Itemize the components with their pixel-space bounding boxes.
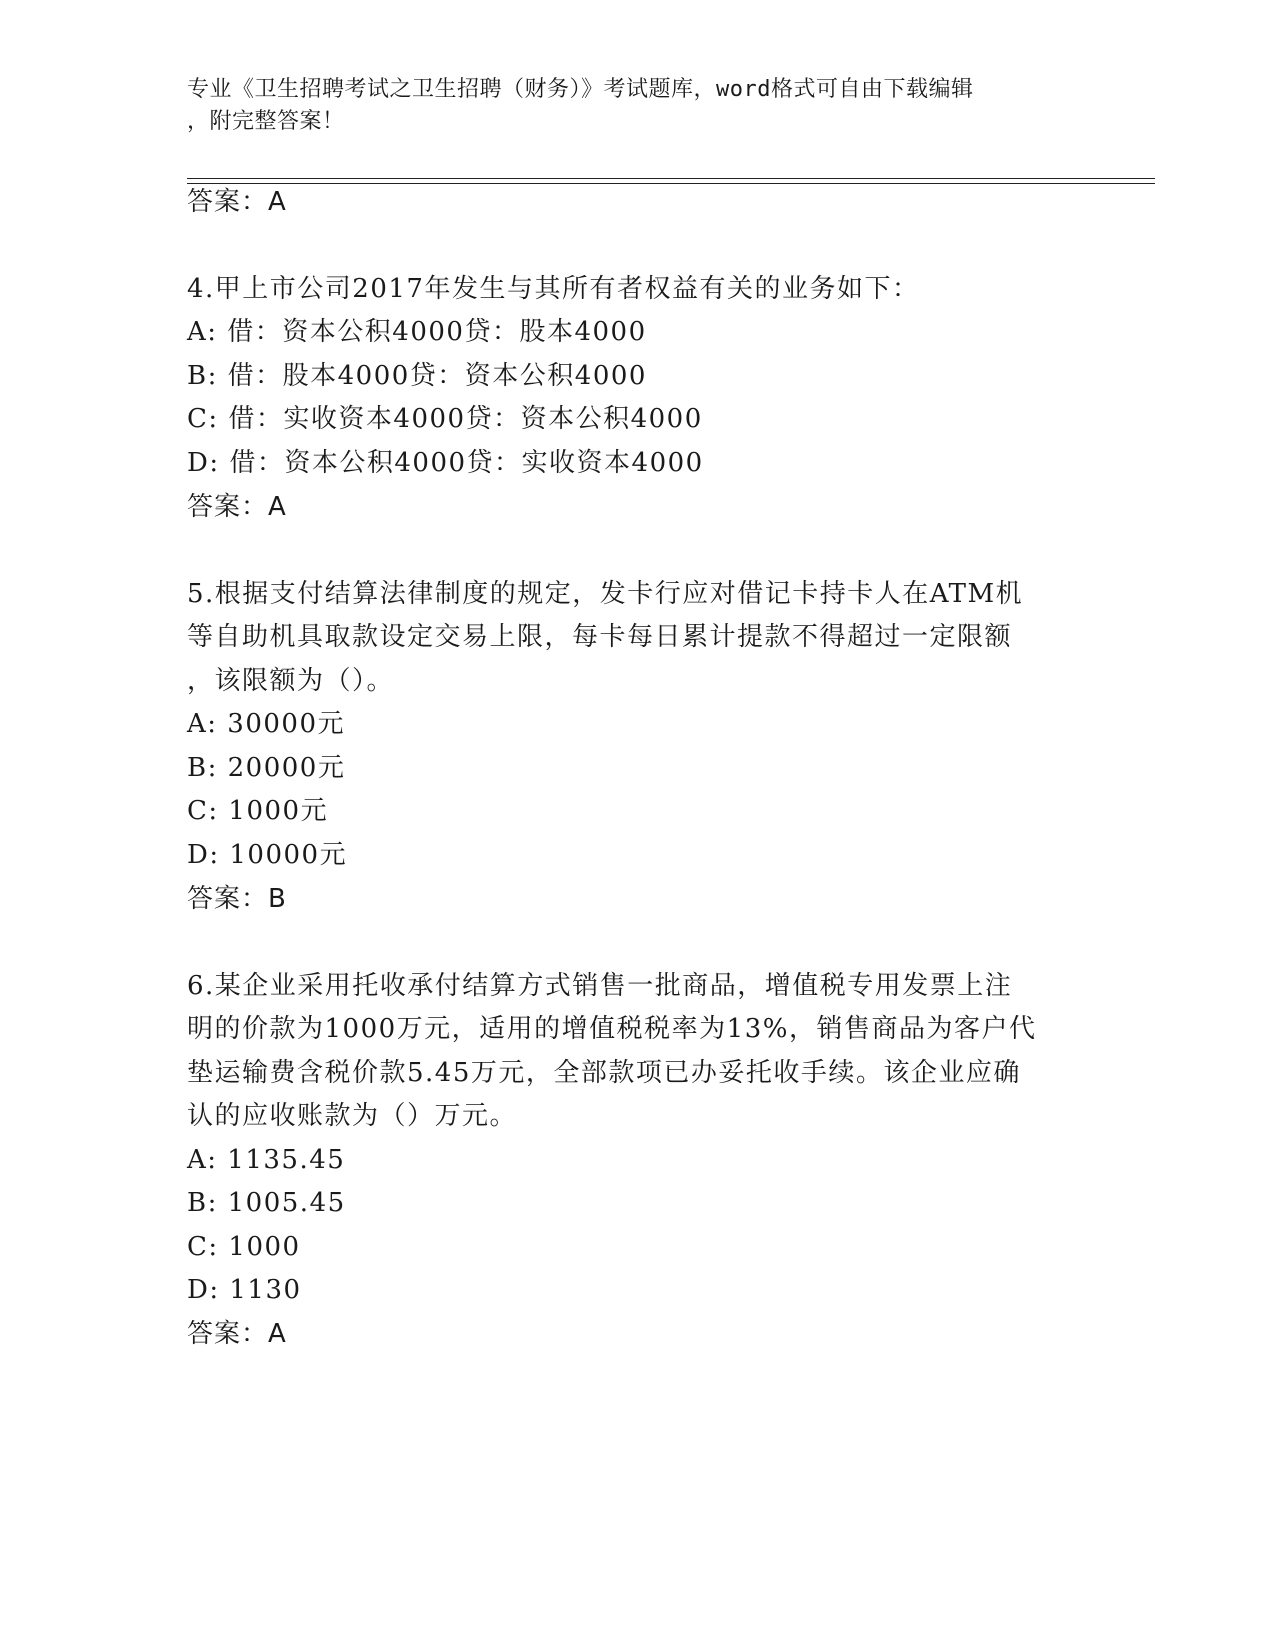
option-a: A: 1135.45 [187, 1145, 346, 1175]
previous-answer: 答案：A [187, 187, 287, 217]
option-a: A: 借：资本公积4000贷：股本4000 [187, 317, 647, 347]
header-line-1: 专业《卫生招聘考试之卫生招聘（财务）》考试题库，word格式可自由下载编辑 [187, 77, 974, 102]
option-d: D: 1130 [187, 1275, 302, 1305]
option-c: C: 借：实收资本4000贷：资本公积4000 [187, 404, 703, 434]
header-rule-bottom [187, 183, 1155, 184]
question-stem-line: 垫运输费含税价款5.45万元，全部款项已办妥托收手续。该企业应确 [187, 1058, 1021, 1088]
question-stem-line: 4.甲上市公司2017年发生与其所有者权益有关的业务如下： [187, 274, 920, 304]
question-stem-line: ，该限额为（）。 [187, 666, 395, 696]
option-c: C: 1000元 [187, 796, 329, 826]
question-stem-line: 等自助机具取款设定交易上限，每卡每日累计提款不得超过一定限额 [187, 622, 1013, 652]
option-a: A: 30000元 [187, 709, 346, 739]
question-stem-line: 明的价款为1000万元，适用的增值税税率为13%，销售商品为客户代 [187, 1014, 1037, 1044]
document-header [187, 74, 1087, 138]
question-stem-line: 5.根据支付结算法律制度的规定，发卡行应对借记卡持卡人在ATM机 [187, 579, 1024, 609]
option-c: C: 1000 [187, 1232, 301, 1262]
answer: 答案：A [187, 1319, 287, 1349]
option-b: B: 20000元 [187, 753, 346, 783]
option-b: B: 1005.45 [187, 1188, 346, 1218]
header-line-2: ，附完整答案！ [187, 109, 345, 134]
question-stem-line: 认的应收账款为（）万元。 [187, 1101, 518, 1131]
question-stem-line: 6.某企业采用托收承付结算方式销售一批商品，增值税专用发票上注 [187, 971, 1013, 1001]
header-rule-top [187, 178, 1155, 179]
option-b: B: 借：股本4000贷：资本公积4000 [187, 361, 647, 391]
answer: 答案：B [187, 884, 287, 914]
answer: 答案：A [187, 492, 287, 522]
option-d: D: 借：资本公积4000贷：实收资本4000 [187, 448, 704, 478]
option-d: D: 10000元 [187, 840, 348, 870]
